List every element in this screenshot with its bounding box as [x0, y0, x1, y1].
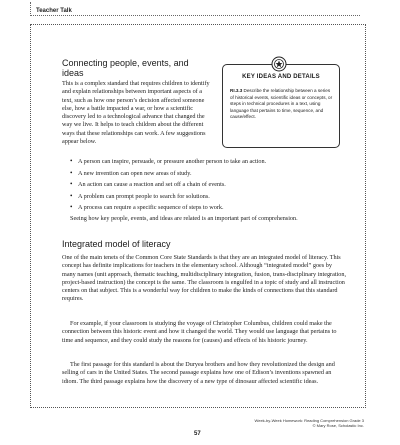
key-ideas-standard — [230, 88, 334, 121]
credit-line-1: Week-by-Week Homework: Reading Comprehension Grade 3 — [254, 418, 364, 423]
integrated-paragraph-1: One of the main tenets of the Common Core State Standards is that they are an integrated model of literacy. This concept has definite implications for teachers in the elementary school. Although “integrated model” goes by many names (unit approach, thematic teaching, multidisciplinary integration, fusion, trans-disciplinary integration, project-based instruction) the concept is the same. The classroom is engulfed in a topic of study and all instruction centers on that subject. This is a wonderful way for children to make the kinds of connections that this standard requires. — [62, 254, 347, 303]
page-number: 57 — [194, 431, 201, 437]
footer-credit — [255, 418, 364, 428]
key-ideas-badge-icon — [271, 56, 287, 72]
standard-code: RI.3.3 — [230, 88, 243, 93]
section-title-integrated: Integrated model of literacy — [62, 239, 171, 249]
list-item: • A new invention can open new areas of study. — [70, 168, 350, 180]
list-item: • A process can require a specific sequence of steps to work. — [70, 202, 350, 214]
credit-line-2: © Mary Rose, Scholastic Inc. — [312, 423, 364, 428]
integrated-paragraph-2: For example, if your classroom is studying the voyage of Christopher Columbus, children could make the connection between this historic event and how it changed the world. They would use language that pertains to time and sequence, and they could study the reasons for (causes) and effects of his historic journey. — [62, 320, 337, 344]
closing-paragraph: Seeing how key people, events, and ideas are related is an important part of comprehension. — [70, 215, 298, 222]
integrated-paragraph-3: The first passage for this standard is about the Duryea brothers and how they revolutionized the design and selling of cars in the United States. The second passage explains how one of Edison’s inventions spawned an idiom. The third passage explains how the discovery of a new type of dinosaur affected scientific ideas. — [62, 361, 335, 385]
standard-text: Describe the relationship between a series of historical events, scientific ideas or concepts, or steps in technical procedures in a text, using language that pertains to time, sequence, and cause/effect. — [230, 88, 333, 120]
list-item: • A person can inspire, persuade, or pressure another person to take an action. — [70, 156, 350, 168]
list-item: • An action can cause a reaction and set off a chain of events. — [70, 179, 350, 191]
header-label: Teacher Talk — [36, 8, 72, 14]
key-ideas-title: KEY IDEAS AND DETAILS — [242, 74, 320, 80]
header-divider — [30, 15, 360, 16]
suggestion-list — [70, 156, 350, 214]
section-title-connecting: Connecting people, events, and ideas — [62, 58, 189, 78]
intro-paragraph: This is a complex standard that requires children to identify and explain relationships between important aspects of a text, such as how one person’s decision affected someone else, how a battle impacted a war, or how a scientific discovery led to a technological advance that changed the way we live. It helps to teach children about the different ways that these relationships can work. A few suggestions appear below. — [62, 80, 210, 146]
header-rule — [30, 2, 31, 14]
list-item: • A problem can prompt people to search for solutions. — [70, 191, 350, 203]
